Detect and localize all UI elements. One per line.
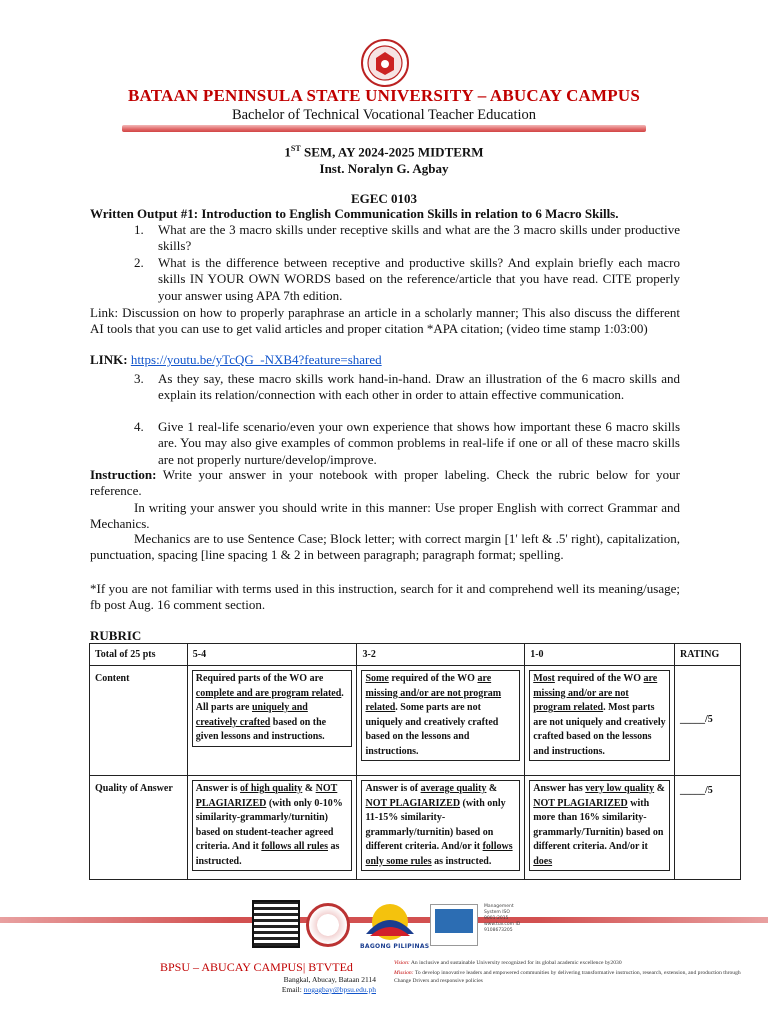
header-cell: RATING	[675, 644, 741, 666]
footer-email: Email: nogagbay@bpsu.edu.ph	[281, 985, 376, 994]
university-name: BATAAN PENINSULA STATE UNIVERSITY – ABUCAY CAMPUS	[127, 86, 640, 105]
header-cell: 5-4	[187, 644, 357, 666]
question-item: 2. What is the difference between receptive and productive skills? And explain briefly each macro skills IN YOUR OWN WORDS based on the reference/article that you have read. CITE properly your answer using APA 7th edition.	[134, 255, 680, 303]
written-output-title: Written Output #1: Introduction to English Communication Skills in relation to 6 Macro Skills.	[90, 206, 619, 221]
link-label: LINK:	[90, 352, 128, 367]
criterion-cell: Quality of Answer	[90, 776, 188, 880]
vision-line: Vision: An inclusive and sustainable University recognized for its global academic excellence by2030	[394, 960, 622, 966]
question-item: 1. What are the 3 macro skills under receptive skills and what are the 3 macro skills under productive skills?	[134, 222, 680, 254]
campus-seal-logo	[306, 903, 350, 947]
score-cell: Required parts of the WO are complete and are program related. All parts are uniquely and creatively crafted based on the given lessons and instructions.	[187, 666, 357, 776]
instruction-paragraph: Instruction: Write your answer in your notebook with proper labeling. Check the rubric below for your reference.	[90, 467, 680, 499]
instructor-name: Inst. Noralyn G. Agbay	[319, 161, 449, 177]
bagong-pilipinas-text: BAGONG PILIPINAS	[360, 943, 430, 950]
rubric-header-row	[90, 644, 741, 666]
table-row	[90, 776, 741, 880]
score-cell: Some required of the WO are missing and/or are not program related. Some parts are not uniquely and creatively crafted based on the lessons and instructions.	[357, 666, 525, 776]
semester-line: 1ST SEM, AY 2024-2025 MIDTERM	[284, 144, 484, 160]
rubric-table	[89, 643, 741, 880]
instruction-label: Instruction:	[90, 467, 157, 482]
header-cell: Total of 25 pts	[90, 644, 188, 666]
email-link[interactable]: nogagbay@bpsu.edu.ph	[303, 985, 376, 994]
header-cell: 1-0	[525, 644, 675, 666]
footer-address: Bangkal, Abucay, Bataan 2114	[283, 975, 376, 984]
table-row	[90, 666, 741, 776]
rating-blank[interactable]: _____/5	[675, 666, 741, 776]
criterion-cell: Content	[90, 666, 188, 776]
score-cell: Answer has very low quality & NOT PLAGIARIZED with more than 16% similarity-grammarly/Turnitin) based on different criteria. And/or it does	[525, 776, 675, 880]
score-cell: Answer is of high quality & NOT PLAGIARIZED (with only 0-10% similarity-grammarly/turnitin) based on student-teacher agreed criteria. And it follows all rules as instructed.	[187, 776, 357, 880]
header-cell: 3-2	[357, 644, 525, 666]
header-divider	[122, 125, 646, 132]
mission-line: Mission: To develop innovative leaders and empowered communities by delivering transformative instruction, research, extension, and production through Change Drivers and responsive policies	[394, 970, 741, 984]
university-seal-logo	[360, 38, 410, 88]
semester-block	[0, 140, 768, 177]
footer-address-block	[262, 975, 376, 995]
rubric-title: RUBRIC	[90, 628, 142, 643]
question-item: 3. As they say, these macro skills work hand-in-hand. Draw an illustration of the 6 macro skills and explain its relation/connection with each other in order to attain effective communication.	[134, 371, 680, 403]
score-cell: Answer is of average quality & NOT PLAGIARIZED (with only 11-15% similarity-grammarly/turnitin) based on different criteria. And/or it follows only some rules as instructed.	[357, 776, 525, 880]
tuv-certified-logo	[430, 904, 478, 946]
qr-code-icon	[252, 900, 300, 948]
link-line	[90, 352, 680, 368]
question-item: 4. Give 1 real-life scenario/even your own experience that shows how important these 6 macro skills are. You may also give examples of common problems in real-life if one or all of these macro skills are not properly nurture/develop/improve.	[134, 419, 680, 467]
score-cell: Most required of the WO are missing and/or are not program related. Most parts are not uniquely and creatively crafted based on the lessons and instructions.	[525, 666, 675, 776]
link-note: Link: Discussion on how to properly paraphrase an article in a scholarly manner; This also discuss the different AI tools that you can use to get valid articles and proper citation *APA citation; (video time stamp 1:03:00)	[90, 305, 680, 337]
iso-certification-text: Management System ISO 9001:2015 www.tuv.com ID 9108673205	[484, 904, 521, 933]
writing-paragraph: In writing your answer you should write in this manner: Use proper English with correct Grammar and Mechanics.	[90, 500, 680, 532]
video-link[interactable]: https://youtu.be/yTcQG_-NXB4?feature=shared	[130, 352, 382, 367]
bagong-pilipinas-logo	[356, 896, 424, 944]
vision-mission-block	[394, 959, 754, 985]
course-code: EGEC 0103	[350, 191, 418, 206]
rating-blank[interactable]: _____/5	[675, 776, 741, 880]
mechanics-paragraph: Mechanics are to use Sentence Case; Block letter; with correct margin [1' left & .5' right), capitalization, punctuation, spacing [line spacing 1 & 2 in between paragraph; paragraph format; spelling.	[90, 531, 680, 563]
footer-campus: BPSU – ABUCAY CAMPUS| BTVTEd	[160, 960, 353, 974]
program-name: Bachelor of Technical Vocational Teacher Education	[231, 107, 537, 123]
note-paragraph: *If you are not familiar with terms used in this instruction, search for it and comprehend well its meaning/usage; fb post Aug. 16 comment section.	[90, 581, 680, 613]
